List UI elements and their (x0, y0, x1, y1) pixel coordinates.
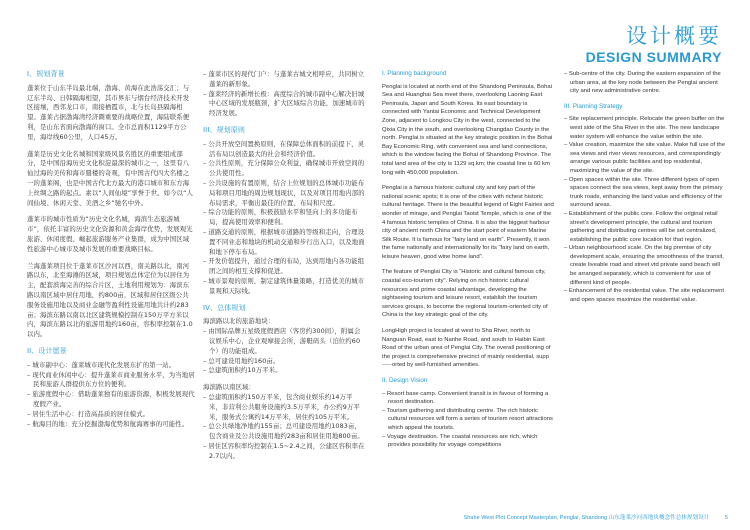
paragraph: The feature of Penglai City is “Historic and cultural famous city, coastal eco-tourism city”. Relying on rich historic cultural resources and prime coastal advantage, developing the sightseeing tourism and leisure resort, establish the tourism services groups, to become the regional tourism-oriented city of China is the key strategic goal of the city. (382, 269, 548, 319)
list-item: – Site replacement principle. Relocate the green buffer on the west side of the Sha River in the site. The new landscape water system will enhance the value within the site. (564, 116, 725, 140)
list-item: – 由国际品牌五星级度假酒店（客房约300间），附属会议娱乐中心，企业观摩接会所，游艇码头（泊位约60个）的功能组成。 (203, 327, 361, 355)
list-item: – 开发价值提升，通过合理的布局，达到用地内各功能组团之间的相互支撑和促进。 (203, 257, 365, 276)
list-item: – 总可建设用地约160亩。 (203, 356, 280, 365)
section-heading: I、规划背景 (27, 70, 65, 78)
list-item: – 道路交通的原则，根据城市道路的等级和走向，合理设置不同业态和地块的机动交通和步行出入口，以及地面和地下停车布局。 (203, 227, 365, 256)
list-item: – 现代商业休闲中心：提升蓬莱市商业服务水平，为当地居民和旅游人群提供东方位的便利。 (27, 370, 195, 389)
section-heading: IV、总体规划 (203, 303, 246, 312)
paragraph: Penglai is located at north end of the Shandong Peninsula, Bohai Sea and Huanghai Sea meet there, overlooking Laoning East Peninsula, Japan and South Korea. Its east boundary is connected with Yantai Economic and Technical Development Zone, adjacent to Longkou City in the west, connected to the Qixia City in the south, and overlooking Changdao County in the north. Penglai is situated at the key strategic position in the Bohai Bay Economic Ring, with convenient sea and land connections, which is the window facing the Bohai of Shandong Province. The total land area of the city is 1129 sq.km; the coastal line is 60 km long with 450,000 population. (382, 83, 553, 176)
page-footer (464, 513, 729, 521)
paragraph: 海滨路以南区域： (203, 383, 255, 392)
list-item: – 居住区容积率均控制在1.5~2.4之间，公建区容积率在2.7以内。 (203, 441, 365, 460)
list-item: – Establishment of the public core. Follow the original retail street's development principle, the cultural and tourism gathering and distributing centres will be set centralized, establishing the public core location for that region. (564, 210, 718, 243)
list-item: – 蓬莱经济的新增长极：高度综合的城市副中心解决旧城中心区域的发展瓶颈，扩大区域综合功能，加速城市的经济发展。 (203, 89, 365, 118)
section-heading: II. Design Vision (382, 377, 428, 384)
list-item: – Sub-centre of the city. During the eastern expansion of the urban area, at the key node between the Penglai ancient city and new administrative centre. (564, 71, 721, 95)
list-item: – 旅游度假中心：借助蓬莱独有的旅游资源，积极发展现代度假产业。 (27, 390, 195, 408)
list-item: – 居住生活中心：打造高品质的居住模式。 (27, 409, 150, 418)
list-item: – Voyage destination. The coastal resources are rich, which provides possibility for voyage competitions (382, 433, 538, 449)
paragraph: 蓬莱是历史文化名城和国家级风景名胜区的重要组成部分，是中国沿海历史文化积淀最深的城市之一，这里有八仙过海的美传和海市蜃楼的奇观，有中国古代四大名楼之一的蓬莱阁，也是中国古代北方最大的港口城市和东方海上丝绸之路的起点。素以“人间仙境”享誉于世。如今以“人间仙境、休闲天堂、美酒之乡”驰名中外。 (27, 149, 194, 207)
list-item: – 总公共绿地净地约155亩；总可建设用地约1083亩，包含商业及公共设施用地约283亩和居住用地800亩。 (203, 422, 364, 441)
title-en: DESIGN SUMMARY (585, 49, 722, 65)
column-cn-left (27, 70, 195, 429)
list-item: – Value creation, maximize the site value. Make full use of the sea views and river views resources, and correspondingly arrange various public facilities and top residential, maximizing the value of the site. (564, 142, 725, 174)
section-heading: III. Planning Strategy (564, 102, 623, 110)
list-item: – 城市副中心：蓬莱城市现代化发展东扩的第一站。 (27, 360, 176, 369)
list-item: – Urban neighbourhood scale. On the big premise of city development scale, ensuring the smoothness of the transit, create liveable road and street vtd private sand beach will be arranged separately, which is convenient for use of different kind of people. (564, 245, 724, 286)
section-heading: I. Planning background (382, 70, 447, 77)
paragraph: 兰海蓬莱项目位于蓬莱市区沙河以西，南关路以北，南河路以东，北至海滩的区域，项目规划总体定位为以居住为主，配套滨海完善的综合片区，土地利用规划为：海滨东路以南区域中居住用地，约800亩，区域和居住区级公共服务设施用地以及商业金融等盈利性设施用地共计约283亩；海滨东路以南以北区建筑规模控制在150万平方米以内，海滨东路以北的旅游用地约160亩，容积率控制在1.0以内。 (27, 261, 193, 339)
list-item: – 总建筑面积约10万平米。 (203, 366, 282, 375)
list-item: – Open spaces within the site. Three different types of open spaces connect the sea views, kept away from the primary trunk roads, enhancing the land value and efficiency of the surround areas. (564, 176, 723, 209)
column-en-right (564, 70, 726, 304)
paragraph: Penglai is a famous historic cultural city and key part of the national scenic spots; it is one of the cities with richest historic cultural heritage. There is the beautiful legend of Eight Fairies and wonder of mirage, and Penglai Taoist Temple, which is one of the 4 famous historic temples of China. It is also the biggest harbour city of ancient north China and the start point of eastern Marine Silk Route. It is famous for “fairy land on earth”. Presently, it won the fame nationally and internationally for its “fairy land on earth, leisure heaven, good wine home land”. (382, 185, 554, 260)
section-heading: III、规划原则 (203, 125, 245, 134)
footer-text: Shahe West Plot Concept Masterplan, Penglai, Shandong 山东蓬莱沙河西地块概念性总体规划设计 (463, 515, 710, 521)
list-item: – 公共开放空间置换原则，在保障总体面积的前提下，灵活布局以创造最大的社会和经济价值。 (203, 139, 365, 158)
section-heading: II、设计愿景 (27, 346, 67, 355)
list-item: – Resort base camp. Convenient transit is in favour of forming a resort destination. (382, 390, 549, 406)
column-en-left (382, 70, 554, 450)
paragraph: 蓬莱市的城市性质为“历史文化名城，海滨生态旅游城市”，依托丰富的历史文化资源和黄金海岸优势，发展观光旅游、休闲度假、崛起旅游服务产业集群，成为中国区域性旅游中心城市及城市发展的重要战略目标。 (27, 215, 193, 253)
list-item: – 公共性原则，充分保障公众利益，确保城市开放空间的公共使用性。 (203, 159, 365, 178)
list-item: – 城市景观的原则，制定建筑体量策略，打造优美的城市景观和天际线。 (203, 276, 365, 295)
page-header (586, 24, 722, 66)
list-item: – 蓬莱市区的现代门户：与蓬莱古城文相呼应，共同树立蓬莱的新形象。 (203, 70, 365, 88)
paragraph: 蓬莱位于山东半岛最北端，渤海、黄海在此浩荡交汇；与辽东半岛、日韩隔海相望，其市界东与烟台经济技术开发区接壤，西邻龙口市，南接栖霞市，北与长岛县隔海相望。蓬莱占据渤海湾经济圈重要的战略位置，海陆联系便利，是山东省面向渤海的窗口。全市总面积1129平方公里，海岸线60公里，人口45万。 (27, 83, 190, 141)
page-number: 5 (724, 515, 728, 521)
paragraph: LongHigh project is located at west to Sha River, north to Nanguan Road, east to Nanhe Road, and south to Haibin East Road of the urban area of Penglai City. The overall positioning of the project is comprehensive precinct of mainly residential, supp⸺orted by well-furnished amenities. (382, 328, 551, 369)
title-cn: 设计概要 (626, 24, 722, 48)
list-item: – Tourism gathering and distributing centre. The rich historic cultural resources will form a series of tourism resort attractions which appeal the tourists. (382, 407, 553, 431)
list-item: – 公共设施的有置原则，结合上位规划的总体城市功能布局和项目用地的周边规划现状，以及对项目用地内部的布局需求，平衡出最佳的位置、布局和尺度。 (203, 178, 365, 207)
list-item: – 综合功能的原则，积极鼓励水平和竖向上的多功能布局，提高使用效率和便利。 (203, 208, 358, 227)
paragraph: 海滨路以北的旅游地块： (203, 317, 275, 326)
column-cn-right (203, 70, 365, 461)
list-item: – 总建筑面积约150万平米，包含商业娱乐约14万平米，非营利公共服务设施约3.5万平米，办公约9万平米，服务式公寓约14万平米，居住约105万平米。 (203, 392, 360, 421)
list-item: – Enhancement of the residential value. The site replacement and open spaces maximize the residential value. (564, 288, 725, 303)
list-item: – 航海目的地：充分挖掘渤海优势和航海赛事的可能性。 (27, 419, 189, 428)
